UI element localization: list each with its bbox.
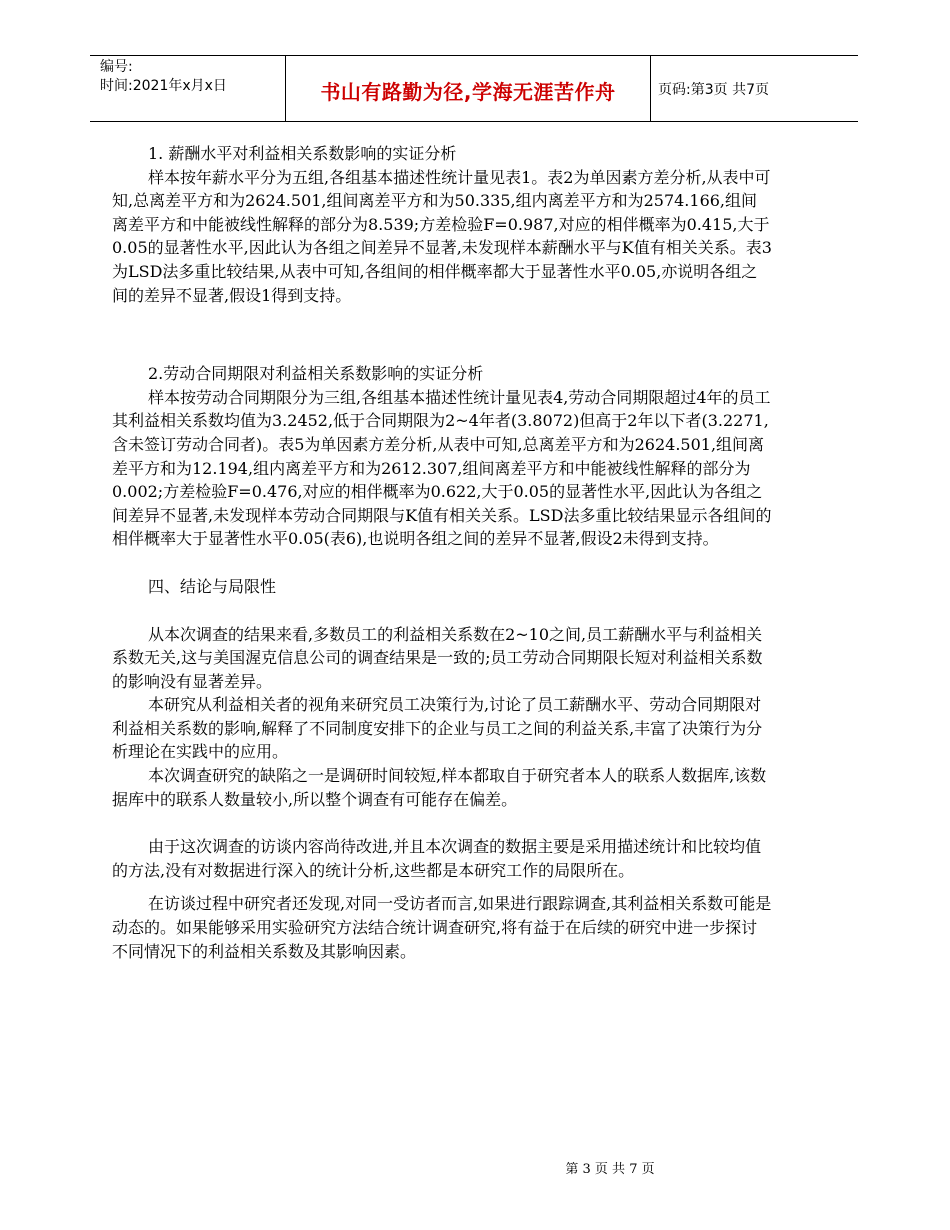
header-top-rule [90,55,858,56]
section-1-title: 1. 薪酬水平对利益相关系数影响的实证分析 [148,144,457,163]
page-footer: 第 3 页 共 7 页 [565,1162,655,1177]
section-1-paragraph: 样本按年薪水平分为五组,各组基本描述性统计量见表1。表2为单因素方差分析,从表中可知,总离差平方和为2624.501,组间离差平方和为50.335,组内离差平方和为2574.166,组间离差平方和中能被线性解释的部分为8.539;方差检验F=0.987,对应的相伴概率为0.415,大于0.05的显著性水平,因此认为各组之间差异不显著,未发现样本薪酬水平与K值有相关关系。表3为LSD法多重比较结果,从表中可知,各组间的相伴概率都大于显著性水平0.05,亦说明各组之间的差异不显著,假设1得到支持。 [112,167,772,305]
header-bottom-rule [90,121,858,122]
header-time-label: 时间:2021年x月x日 [100,78,227,94]
document-body [112,142,772,963]
section-2-title: 2.劳动合同期限对利益相关系数影响的实证分析 [148,364,484,384]
conclusion-paragraph-2: 本研究从利益相关者的视角来研究员工决策行为,讨论了员工薪酬水平、劳动合同期限对利益相关系数的影响,解释了不同制度安排下的企业与员工之间的利益关系,丰富了决策行为分析理论在实践中的应用。 [112,695,763,762]
conclusion-paragraph-3: 本次调查研究的缺陷之一是调研时间较短,样本都取自于研究者本人的联系人数据库,该数据库中的联系人数量较小,所以整个调查有可能存在偏差。 [112,766,767,809]
limitation-paragraph-2: 在访谈过程中研究者还发现,对同一受访者而言,如果进行跟踪调查,其利益相关系数可能是动态的。如果能够采用实验研究方法结合统计调查研究,将有益于在后续的研究中进一步探讨不同情况下的利益相关系数及其影响因素。 [112,894,772,961]
header-meta [100,58,227,96]
header-motto: 书山有路勤为径,学海无涯苦作舟 [320,80,616,104]
section-2-paragraph: 样本按劳动合同期限分为三组,各组基本描述性统计量见表4,劳动合同期限超过4年的员工其利益相关系数均值为3.2452,低于合同期限为2~4年者(3.8072)但高于2年以下者(3.2271,含未签订劳动合同者)。表5为单因素方差分析,从表中可知,总离差平方和为2624.501,组间离差平方和为12.194,组内离差平方和为2612.307,组间离差平方和中能被线性解释的部分为0.002;方差检验F=0.476,对应的相伴概率为0.622,大于0.05的显著性水平,因此认为各组之间差异不显著,未发现样本劳动合同期限与K值有相关关系。LSD法多重比较结果显示各组间的相伴概率大于显著性水平0.05(表6),也说明各组之间的差异不显著,假设2未得到支持。 [112,387,772,549]
header-divider-right [650,55,651,121]
header-page-label: 页码:第3页 共7页 [658,82,769,98]
limitation-paragraph-1: 由于这次调查的访谈内容尚待改进,并且本次调查的数据主要是采用描述统计和比较均值的方法,没有对数据进行深入的统计分析,这些都是本研究工作的局限所在。 [112,837,762,880]
header-number-label: 编号: [100,59,133,75]
conclusion-paragraph-1: 从本次调查的结果来看,多数员工的利益相关系数在2~10之间,员工薪酬水平与利益相关系数无关,这与美国渥克信息公司的调查结果是一致的;员工劳动合同期限长短对利益相关系数的影响没有显著差异。 [112,624,763,691]
section-4-title: 四、结论与局限性 [148,576,277,596]
